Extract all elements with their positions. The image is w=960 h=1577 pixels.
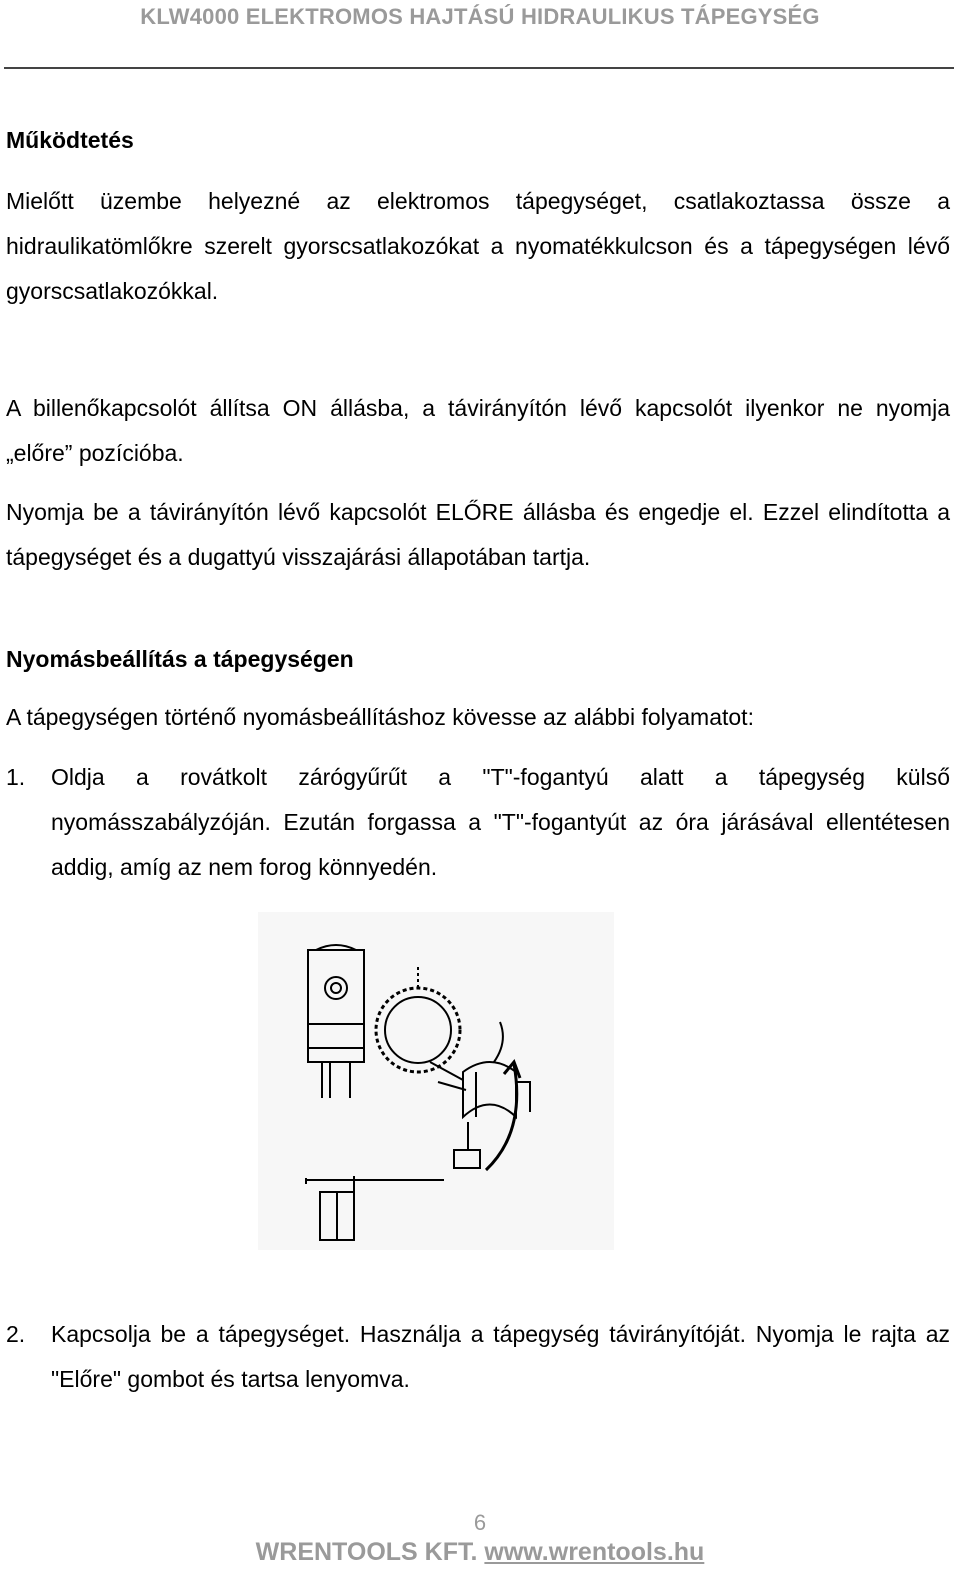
paragraph-pressure-intro: A tápegységen történő nyomásbeállításhoz kövesse az alábbi folyamatot: — [6, 704, 754, 730]
paragraph-switch-on: A billenőkapcsolót állítsa ON állásba, a távirányítón lévő kapcsolót ilyenkor ne nyomja „előre” pozícióba. — [6, 395, 950, 466]
section-heading-pressure: Nyomásbeállítás a tápegységen — [6, 646, 354, 672]
website-link[interactable]: www.wrentools.hu — [484, 1538, 705, 1566]
list-item-number: 2. — [6, 1321, 26, 1347]
footer-company — [0, 1538, 960, 1567]
page-number: 6 — [473, 1510, 487, 1535]
list-item-number: 1. — [6, 764, 26, 790]
paragraph-connect: Mielőtt üzembe helyezné az elektromos tápegységet, csatlakoztassa össze a hidraulikatömlőkre szerelt gyorscsatlakozókat a nyomatékkulcson és a tápegységen lévő gyorscsatlakozókkal. — [6, 188, 950, 304]
paragraph-start: Nyomja be a távirányítón lévő kapcsolót ELŐRE állásba és engedje el. Ezzel elindította a tápegységet és a dugattyú visszajárási állapotában tartja. — [6, 499, 950, 570]
section-heading-operation: Működtetés — [6, 127, 134, 153]
document-header-title: KLW4000 ELEKTROMOS HAJTÁSÚ HIDRAULIKUS TÁPEGYSÉG — [140, 4, 820, 29]
company-name: WRENTOOLS KFT. — [255, 1538, 478, 1566]
list-item-text: Oldja a rovátkolt zárógyűrűt a "T"-fogantyú alatt a tápegység külső nyomásszabályzóján. Ezután forgassa a "T"-fogantyút az óra járásával ellentétesen addig, amíg az nem forog könnyedén. — [51, 764, 950, 880]
list-item-text: Kapcsolja be a tápegységet. Használja a tápegység távirányítóját. Nyomja le rajta az "Előre" gombot és tartsa lenyomva. — [51, 1321, 950, 1392]
header-divider — [4, 67, 954, 69]
pressure-regulator-illustration — [258, 912, 614, 1250]
figure-background — [258, 912, 614, 1250]
